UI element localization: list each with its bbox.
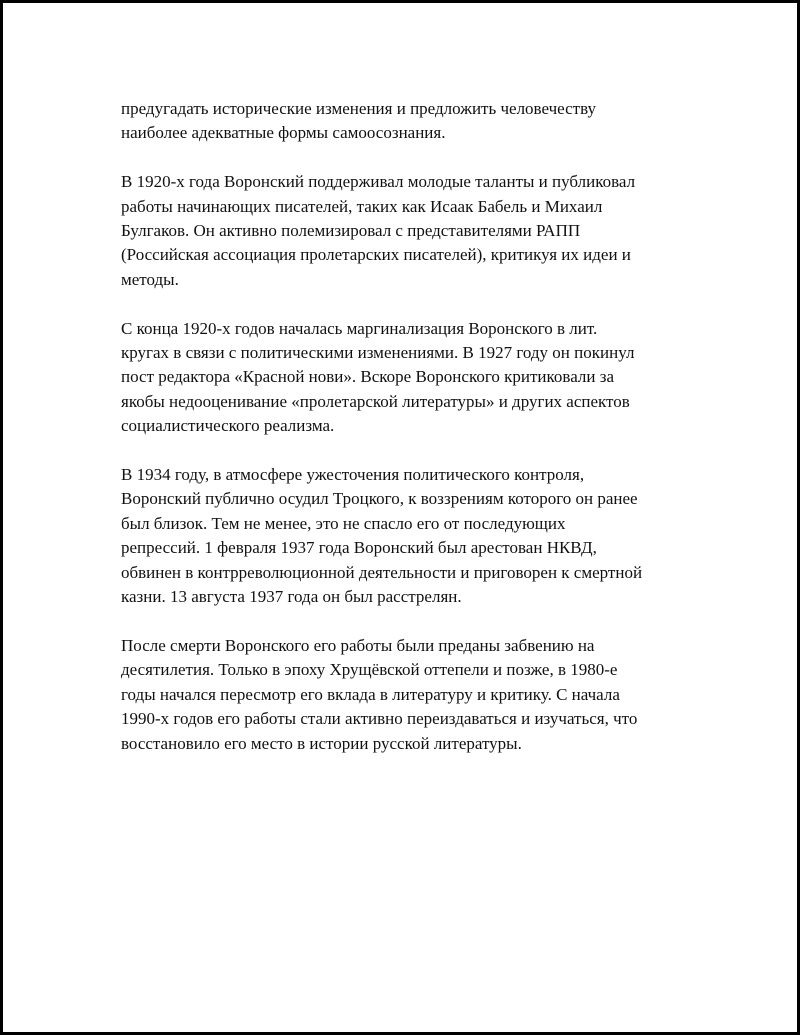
text-line: методы.	[121, 269, 179, 289]
text-line: якобы недооценивание «пролетарской литературы» и других аспектов	[121, 391, 630, 411]
paragraph-5	[121, 634, 691, 756]
text-line: 1990-х годов его работы стали активно переиздаваться и изучаться, что	[121, 709, 638, 729]
text-line: После смерти Воронского его работы были преданы забвению на	[121, 635, 595, 655]
text-line: годы начался пересмотр его вклада в литературу и критику. С начала	[121, 684, 620, 704]
text-line: Булгаков. Он активно полемизировал с представителями РАПП	[121, 221, 581, 241]
paragraph-3	[121, 317, 691, 439]
document-body	[121, 97, 691, 780]
text-line: пост редактора «Красной нови». Вскоре Воронского критиковали за	[121, 367, 615, 387]
paragraph-1	[121, 97, 691, 146]
text-line: казни. 13 августа 1937 года он был расстрелян.	[121, 587, 462, 607]
text-line: репрессий. 1 февраля 1937 года Воронский был арестован НКВД,	[121, 538, 597, 558]
text-line: В 1934 году, в атмосфере ужесточения политического контроля,	[121, 465, 585, 485]
text-line: работы начинающих писателей, таких как Исаак Бабель и Михаил	[121, 196, 603, 216]
text-line: предугадать исторические изменения и предложить человечеству	[121, 99, 597, 118]
text-line: обвинен в контрреволюционной деятельности и приговорен к смертной	[121, 562, 643, 582]
text-line: десятилетия. Только в эпоху Хрущёвской оттепели и позже, в 1980-е	[121, 660, 618, 680]
text-line: В 1920-х года Воронский поддерживал молодые таланты и публиковал	[121, 172, 636, 192]
text-line: социалистического реализма.	[121, 416, 335, 436]
text-line: (Российская ассоциация пролетарских писателей), критикуя их идеи и	[121, 245, 631, 265]
text-line: кругах в связи с политическими изменениями. В 1927 году он покинул	[121, 343, 635, 363]
paragraph-4	[121, 463, 691, 609]
text-line: Воронский публично осудил Троцкого, к воззрениям которого он ранее	[121, 489, 638, 509]
text-line: наиболее адекватные формы самоосознания.	[121, 123, 446, 143]
text-line: С конца 1920-х годов началась маргинализация Воронского в лит.	[121, 318, 598, 338]
text-line: был близок. Тем не менее, это не спасло его от последующих	[121, 513, 566, 533]
paragraph-2	[121, 170, 691, 292]
text-line: восстановило его место в истории русской литературы.	[121, 733, 522, 753]
